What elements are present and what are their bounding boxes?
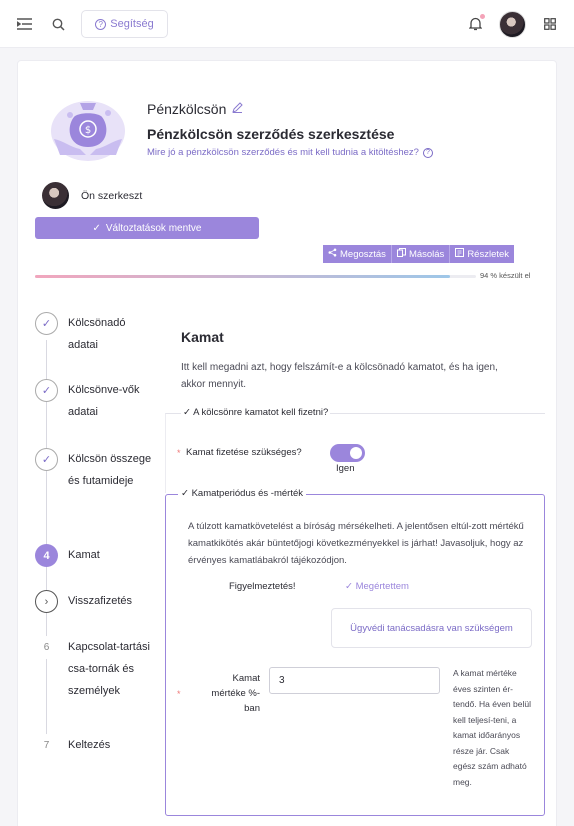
step-1-label[interactable]: Kölcsönadó adatai — [68, 317, 126, 351]
warning-label: Figyelmeztetés! — [229, 581, 296, 592]
interest-required-group-title: ✓ A kölcsönre kamatot kell fizetni? — [183, 407, 329, 418]
interest-rate-input[interactable]: 3 — [269, 667, 440, 694]
svg-text:$: $ — [84, 125, 92, 136]
bell-icon[interactable] — [465, 14, 485, 34]
document-title: Pénzkölcsön — [147, 101, 227, 117]
step-3-label[interactable]: Kölcsön összege és futamideje — [68, 453, 152, 487]
help-link-label: Mire jó a pénzkölcsön szerződés és mit kell tudnia a kitöltéshez? — [147, 147, 419, 158]
top-bar — [0, 0, 574, 48]
legal-advice-label: Ügyvédi tanácsadásra van szükségem — [350, 622, 513, 634]
progress-label: 94 % készült el — [480, 271, 531, 280]
required-asterisk: * — [177, 689, 181, 699]
interest-toggle[interactable] — [330, 444, 365, 462]
check-icon: ✓ — [92, 222, 101, 234]
progress-bar-fill — [35, 275, 450, 278]
help-icon: ? — [423, 148, 433, 158]
share-button[interactable] — [323, 245, 392, 263]
document-actions — [323, 245, 514, 263]
step-4-label[interactable]: Kamat — [68, 549, 100, 561]
step-1-marker: ✓ — [35, 312, 58, 335]
section-description: Itt kell megadni azt, hogy felszámít-e a kölcsönadó kamatot, és ha igen, akkor mennyit. — [181, 362, 498, 390]
step-4-marker: 4 — [35, 544, 58, 567]
step-5-marker: › — [35, 590, 58, 613]
progress-bar — [35, 275, 476, 278]
details-icon — [455, 248, 464, 260]
pencil-icon[interactable] — [232, 102, 243, 116]
details-label: Részletek — [467, 248, 510, 260]
copy-icon — [397, 248, 406, 260]
help-button-label: Segítség — [110, 18, 154, 30]
interest-rate-label: Kamat mértéke %-ban — [211, 673, 260, 714]
share-icon — [328, 248, 337, 260]
interest-period-group-title: ✓ Kamatperiódus és -mérték — [178, 488, 306, 499]
step-5-label[interactable]: Visszafizetés — [68, 595, 132, 607]
understood-checkbox[interactable]: ✓ Megértettem — [345, 581, 409, 592]
step-6-marker: 6 — [35, 636, 58, 659]
help-button[interactable] — [81, 10, 168, 38]
step-2-label[interactable]: Kölcsönve-vők adatai — [68, 384, 140, 418]
interest-toggle-value: Igen — [336, 463, 355, 474]
step-2-marker: ✓ — [35, 379, 58, 402]
legal-advice-button[interactable] — [331, 608, 532, 648]
section-title: Kamat — [181, 329, 224, 345]
search-icon[interactable] — [48, 14, 68, 34]
editor-avatar — [42, 182, 69, 209]
page-subtitle: Pénzkölcsön szerződés szerkesztése — [147, 126, 395, 142]
notification-dot — [480, 14, 485, 19]
share-label: Megosztás — [340, 248, 386, 260]
copy-button[interactable] — [392, 245, 450, 263]
user-avatar[interactable] — [499, 11, 526, 38]
money-bag-illustration — [50, 95, 126, 163]
grid-icon[interactable] — [540, 14, 560, 34]
warning-text: A túlzott kamatkövetelést a bíróság mérsékelheti. A jelentősen eltúl-zott mértékű kamatkikötés akár büntetőjogi következményekkel is járhat! Javasoljuk, hogy az érvényes kamatlábakról tájékozódjon. — [188, 521, 524, 566]
document-help-link[interactable] — [147, 147, 433, 158]
step-7-label[interactable]: Keltezés — [68, 739, 111, 751]
interest-question-label: Kamat fizetése szükséges? — [186, 447, 302, 458]
step-3-marker: ✓ — [35, 448, 58, 471]
details-button[interactable] — [450, 245, 514, 263]
copy-label: Másolás — [408, 248, 445, 260]
step-7-marker: 7 — [35, 734, 58, 757]
toggle-knob — [350, 447, 362, 459]
interest-rate-help: A kamat mértéke éves szinten ér-tendő. Ha éven belül kell teljesí-teni, a kamat időarányos része jár. Csak egész szám adható meg. — [453, 668, 531, 787]
changes-saved-button[interactable] — [35, 217, 259, 239]
changes-saved-label: Változtatások mentve — [105, 222, 202, 234]
step-6-label[interactable]: Kapcsolat-tartási csa-tornák és személyek — [68, 641, 150, 697]
editor-status: Ön szerkeszt — [81, 190, 143, 202]
required-asterisk: * — [177, 448, 181, 458]
document-title-row — [147, 101, 243, 117]
help-icon: ? — [95, 19, 106, 30]
menu-icon[interactable] — [14, 14, 34, 34]
